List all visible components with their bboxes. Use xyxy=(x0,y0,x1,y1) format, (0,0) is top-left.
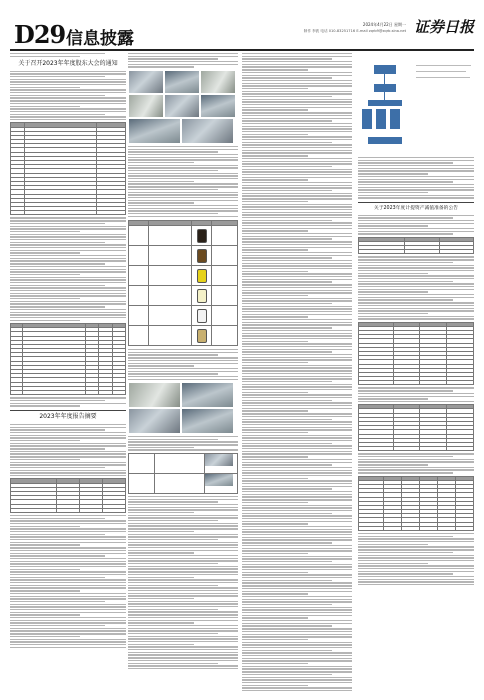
editor-contact: 制作 李波 电话 010-83251716 E-mail zqrb9@zqrb.sina.net xyxy=(303,29,406,33)
ownership-flowchart xyxy=(358,57,474,157)
asset-detail-table-2 xyxy=(358,404,474,451)
column-2 xyxy=(128,53,238,693)
annual-report-title: 2023年年度报告摘要 xyxy=(39,413,97,421)
flowchart-node xyxy=(390,109,400,129)
facility-photo xyxy=(129,383,180,407)
report-body-text xyxy=(10,424,126,476)
impairment-table xyxy=(358,237,474,255)
plant-photo xyxy=(129,71,163,93)
equipment-photo xyxy=(205,454,233,466)
col4-body-text-6 xyxy=(358,533,474,585)
flowchart-connector xyxy=(416,77,470,78)
flowchart-node xyxy=(374,65,396,74)
issue-date: 2024年4月22日 星期一 xyxy=(362,22,406,27)
col2-body-text xyxy=(128,53,238,68)
facility-photo-grid xyxy=(128,382,238,434)
facility-photo xyxy=(182,383,233,407)
column-4 xyxy=(358,53,474,693)
section-title: 信息披露 xyxy=(66,29,134,49)
sample-jar-icon xyxy=(197,249,207,263)
column-3 xyxy=(242,53,352,693)
proposal-table xyxy=(10,122,126,215)
flowchart-connector xyxy=(416,71,466,72)
col2-body-text-5 xyxy=(128,496,238,669)
flowchart-node xyxy=(368,100,402,106)
asset-detail-table xyxy=(358,322,474,386)
col4-body-text-4 xyxy=(358,387,474,402)
plant-photo xyxy=(201,95,235,117)
equipment-photo xyxy=(205,474,233,486)
flowchart-node xyxy=(376,109,386,129)
flowchart-node xyxy=(368,137,402,144)
financial-table xyxy=(10,478,126,513)
col2-body-text-2 xyxy=(128,146,238,217)
plant-photo xyxy=(129,119,180,143)
flowchart-connector xyxy=(384,92,385,100)
product-sample-table xyxy=(128,220,238,346)
col3-body-text xyxy=(242,53,352,693)
plant-photo-grid xyxy=(128,70,238,144)
facility-photo xyxy=(182,409,233,433)
sample-jar-icon xyxy=(197,329,207,343)
notice-footer-text xyxy=(10,397,126,406)
plant-photo xyxy=(182,119,233,143)
newspaper-brand: 证券日报 xyxy=(413,18,474,36)
page-number: D29 xyxy=(14,20,66,49)
code-lines xyxy=(10,53,126,57)
notice-body-text-2 xyxy=(10,217,126,321)
sample-jar-icon xyxy=(197,229,207,243)
plant-photo xyxy=(129,95,163,117)
col2-body-text-4 xyxy=(128,436,238,451)
voting-table xyxy=(10,323,126,395)
col2-body-text-3 xyxy=(128,349,238,380)
equipment-table xyxy=(128,453,238,494)
masthead xyxy=(10,10,474,48)
article-divider xyxy=(10,410,126,411)
column-1 xyxy=(10,53,126,693)
plant-photo xyxy=(165,71,199,93)
plant-photo xyxy=(201,71,235,93)
plant-photo xyxy=(165,95,199,117)
masthead-rule xyxy=(10,49,474,51)
facility-photo xyxy=(129,409,180,433)
sample-jar-icon xyxy=(197,289,207,303)
col4-body-text-5 xyxy=(358,453,474,473)
flowchart-connector xyxy=(384,74,385,84)
flowchart-connector xyxy=(416,65,471,66)
col4-body-text-2 xyxy=(358,215,474,235)
sample-jar-icon xyxy=(197,269,207,283)
notice-body-text xyxy=(10,71,126,121)
flowchart-node xyxy=(374,84,396,92)
col4-body-text xyxy=(358,157,474,199)
asset-detail-table-3 xyxy=(358,476,474,531)
report-body-text-2 xyxy=(10,515,126,648)
impairment-notice-title: 关于2023年度计提资产减值准备的公告 xyxy=(373,205,459,211)
sample-jar-icon xyxy=(197,309,207,323)
flowchart-node xyxy=(362,109,372,129)
col4-body-text-3 xyxy=(358,256,474,319)
article-divider xyxy=(358,202,474,203)
shareholder-meeting-notice-title: 关于召开2023年年度股东大会的通知 xyxy=(18,60,118,68)
